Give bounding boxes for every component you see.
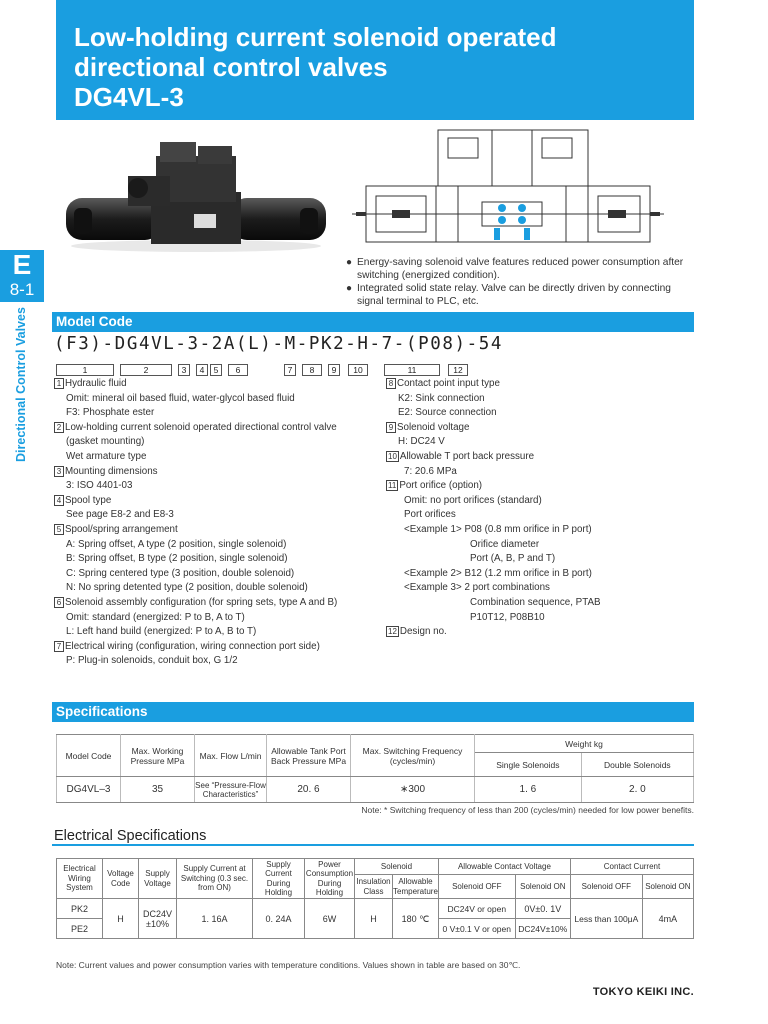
legend-line	[54, 640, 384, 655]
legend-line	[54, 494, 384, 509]
col-header: Contact Current	[570, 859, 693, 875]
code-index-box: 11	[384, 364, 440, 376]
legend-text: F3: Phosphate ester	[66, 407, 155, 419]
legend-line	[54, 552, 384, 567]
code-index-box: 4	[196, 364, 208, 376]
legend-text: H: DC24 V	[398, 436, 445, 448]
legend-line	[54, 479, 384, 494]
col-header: Solenoid OFF	[570, 875, 642, 899]
specifications-note: Note: * Switching frequency of less than 200 (cycles/min) needed for low power benefits.	[361, 805, 694, 815]
legend-text: Spool type	[65, 494, 112, 506]
legend-line	[54, 465, 384, 480]
legend-number: 3	[54, 466, 64, 477]
legend-line	[386, 465, 696, 480]
col-header: Model Code	[57, 735, 121, 777]
page-title: Low-holding current solenoid operated directional control valves DG4VL-3	[74, 22, 557, 112]
code-index-box: 7	[284, 364, 296, 376]
table-cell: H	[103, 899, 139, 939]
code-index-box: 5	[210, 364, 222, 376]
table-cell: 1. 16A	[177, 899, 253, 939]
legend-line	[386, 494, 696, 509]
bullet-icon: ●	[346, 283, 353, 294]
table-cell: DC24V or open	[438, 899, 515, 919]
legend-line	[386, 538, 696, 553]
col-header: Max. Switching Frequency (cycles/min)	[351, 735, 475, 777]
legend-line	[54, 567, 384, 582]
feature-list	[346, 257, 696, 309]
legend-line	[386, 596, 696, 611]
legend-line	[386, 479, 696, 494]
legend-number: 8	[386, 378, 396, 389]
legend-text: 7: 20.6 MPa	[404, 465, 457, 477]
legend-line	[386, 552, 696, 567]
col-header: Supply Voltage	[139, 859, 177, 899]
legend-line	[54, 508, 384, 523]
col-header: Insulation Class	[355, 875, 393, 899]
electrical-note: Note: Current values and power consumption varies with temperature conditions. Values shown in table are based on 30℃.	[56, 960, 521, 970]
table-row	[57, 899, 694, 919]
legend-line	[54, 654, 384, 669]
legend-line	[386, 377, 696, 392]
legend-line	[386, 392, 696, 407]
model-code-legend-left	[54, 377, 384, 669]
legend-text: <Example 3> 2 port combinations	[404, 582, 550, 594]
legend-line	[54, 406, 384, 421]
legend-text: Orifice diameter	[470, 538, 540, 550]
col-header: Power Consumption During Holding	[305, 859, 354, 897]
legend-number: 1	[54, 378, 64, 389]
table-cell: 1. 6	[475, 777, 582, 803]
legend-line	[54, 523, 384, 538]
legend-number: 10	[388, 451, 397, 461]
legend-text: Combination sequence, PTAB	[470, 596, 601, 608]
col-header: Solenoid ON	[642, 875, 693, 899]
col-header: Solenoid	[355, 859, 439, 875]
table-cell: 0. 24A	[253, 899, 305, 939]
legend-line	[54, 392, 384, 407]
col-header: Supply Current at Switching (0.3 sec. from ON)	[177, 859, 253, 899]
legend-text: P: Plug-in solenoids, conduit box, G 1/2	[66, 655, 238, 667]
legend-text: A: Spring offset, A type (2 position, single solenoid)	[66, 538, 287, 550]
table-cell: DG4VL–3	[57, 777, 121, 803]
legend-line	[386, 435, 696, 450]
legend-line	[54, 596, 384, 611]
col-header: Single Solenoids	[475, 753, 582, 777]
table-cell: PK2	[57, 899, 103, 919]
legend-line	[386, 523, 696, 538]
legend-number: 11	[388, 481, 397, 491]
code-index-box: 3	[178, 364, 190, 376]
table-cell: H	[355, 899, 393, 939]
legend-line	[386, 508, 696, 523]
legend-text: Allowable T port back pressure	[399, 450, 535, 462]
legend-line	[386, 406, 696, 421]
legend-text: <Example 1> P08 (0.8 mm orifice in P port)	[404, 523, 592, 535]
col-header: Weight kg	[475, 735, 694, 753]
legend-text: Electrical wiring (configuration, wiring connection port side)	[65, 640, 320, 652]
table-cell: ∗300	[351, 777, 475, 803]
legend-line	[54, 581, 384, 596]
specifications-heading: Specifications	[52, 702, 694, 722]
col-header: Max. Flow L/min	[195, 735, 267, 777]
code-index-box: 10	[348, 364, 368, 376]
model-code-heading: Model Code	[52, 312, 694, 332]
table-cell: 6W	[305, 899, 355, 939]
col-header: Double Solenoids	[581, 753, 693, 777]
legend-number: 12	[388, 627, 397, 637]
legend-text: Design no.	[399, 626, 447, 638]
code-index-box: 8	[302, 364, 322, 376]
legend-text: Low-holding current solenoid operated directional control valve	[65, 421, 337, 433]
col-header: Allowable Tank Port Back Pressure MPa	[267, 735, 351, 777]
legend-text: K2: Sink connection	[398, 392, 485, 404]
bullet-icon: ●	[346, 257, 353, 268]
legend-text: E2: Source connection	[398, 407, 497, 419]
company-name: TOKYO KEIKI INC.	[592, 986, 694, 998]
legend-line	[54, 421, 384, 436]
legend-text: <Example 2> B12 (1.2 mm orifice in B port)	[404, 567, 592, 579]
section-tab	[0, 250, 44, 302]
electrical-table	[56, 858, 694, 939]
legend-text: Hydraulic fluid	[65, 378, 127, 389]
legend-number: 9	[386, 422, 396, 433]
legend-line	[54, 377, 384, 392]
table-cell: PE2	[57, 919, 103, 939]
model-code-string: (F3)-DG4VL-3-2A(L)-M-PK2-H-7-(P08)-54	[54, 334, 504, 354]
table-cell: 0 V±0.1 V or open	[438, 919, 515, 939]
legend-number: 5	[54, 524, 64, 535]
legend-text: Spool/spring arrangement	[65, 523, 178, 535]
col-header: Voltage Code	[103, 859, 139, 899]
feature-item: ● Energy-saving solenoid valve features reduced power consumption after switching (energized condition).	[346, 257, 684, 281]
legend-text: N: No spring detented type (2 position, double solenoid)	[66, 582, 308, 594]
legend-line	[386, 450, 696, 465]
col-header: Solenoid ON	[515, 875, 570, 899]
col-header: Max. Working Pressure MPa	[121, 735, 195, 777]
legend-text: Omit: mineral oil based fluid, water-glycol based fluid	[66, 392, 295, 404]
legend-line	[386, 567, 696, 582]
section-page: 8-1	[9, 280, 35, 299]
table-row	[57, 777, 694, 803]
legend-text: (gasket mounting)	[66, 436, 145, 448]
table-cell: 20. 6	[267, 777, 351, 803]
legend-text: C: Spring centered type (3 position, double solenoid)	[66, 567, 295, 579]
col-header: Supply Current During Holding	[253, 859, 305, 899]
legend-text: Port orifice (option)	[399, 480, 483, 492]
legend-text: See page E8-2 and E8-3	[66, 509, 174, 521]
legend-text: Solenoid assembly configuration (for spring sets, type A and B)	[65, 596, 338, 608]
legend-line	[386, 421, 696, 436]
legend-text: Contact point input type	[397, 378, 500, 389]
legend-text: 3: ISO 4401-03	[66, 480, 133, 492]
col-header: Electrical Wiring System	[57, 859, 103, 899]
model-code-legend-right	[386, 377, 696, 640]
legend-text: Wet armature type	[66, 450, 147, 462]
section-letter: E	[12, 249, 32, 280]
code-index-box: 2	[120, 364, 172, 376]
cross-section-drawing	[352, 124, 664, 256]
code-index-box: 12	[448, 364, 468, 376]
legend-text: B: Spring offset, B type (2 position, single solenoid)	[66, 553, 288, 565]
col-header: Allowable Contact Voltage	[438, 859, 570, 875]
table-cell: 180 ℃	[393, 899, 439, 939]
legend-line	[386, 581, 696, 596]
legend-line	[386, 625, 696, 640]
table-cell: 35	[121, 777, 195, 803]
table-cell: Less than 100μA	[570, 899, 642, 939]
table-cell: 4mA	[642, 899, 693, 939]
code-index-box: 6	[228, 364, 248, 376]
legend-number: 2	[54, 422, 64, 433]
legend-line	[54, 611, 384, 626]
legend-line	[54, 625, 384, 640]
legend-line	[54, 435, 384, 450]
feature-item: ● Integrated solid state relay. Valve can be directly driven by connecting signal terminal to PLC, etc.	[346, 283, 671, 307]
legend-line	[54, 450, 384, 465]
legend-text: L: Left hand build (energized: P to A, B to T)	[66, 626, 257, 638]
legend-number: 4	[54, 495, 64, 506]
col-header: Allowable Temperature	[393, 875, 439, 899]
legend-number: 6	[54, 597, 64, 608]
legend-text: Port (A, B, P and T)	[470, 553, 556, 565]
legend-text: Omit: no port orifices (standard)	[404, 494, 542, 506]
legend-line	[386, 611, 696, 626]
legend-text: Solenoid voltage	[397, 421, 470, 433]
code-index-box: 9	[328, 364, 340, 376]
electrical-heading: Electrical Specifications	[52, 826, 694, 846]
specifications-table	[56, 734, 694, 803]
page-header	[56, 0, 694, 120]
table-cell: 2. 0	[581, 777, 693, 803]
table-cell: DC24V ±10%	[139, 899, 177, 939]
table-cell: DC24V±10%	[515, 919, 570, 939]
table-cell: 0V±0. 1V	[515, 899, 570, 919]
legend-line	[54, 538, 384, 553]
legend-text: P10T12, P08B10	[470, 611, 545, 623]
legend-text: Omit: standard (energized: P to B, A to T)	[66, 611, 245, 623]
valve-photo	[56, 128, 336, 256]
legend-text: Mounting dimensions	[65, 465, 158, 477]
table-cell: See “Pressure-Flow Characteristics”	[195, 777, 267, 803]
legend-text: Port orifices	[404, 509, 456, 521]
col-header: Solenoid OFF	[438, 875, 515, 899]
section-vertical-label: Directional Control Valves	[14, 307, 28, 462]
legend-number: 7	[54, 641, 64, 652]
code-index-box: 1	[56, 364, 114, 376]
